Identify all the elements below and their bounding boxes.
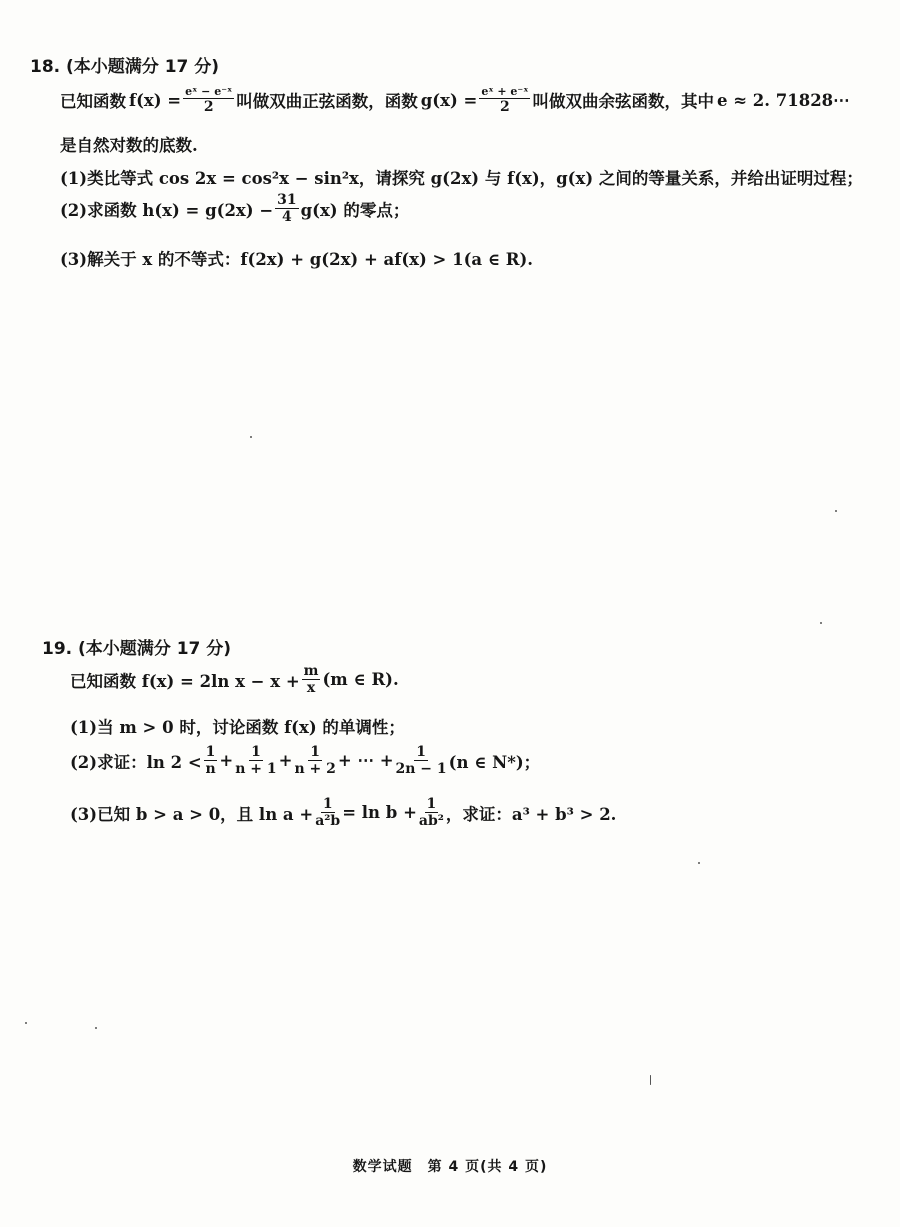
q18-part2-numerator: 31 bbox=[277, 192, 297, 208]
scan-speck bbox=[835, 510, 837, 512]
page-footer: 数学试题 第 4 页(共 4 页) bbox=[352, 1159, 548, 1175]
q18-g-fraction bbox=[479, 86, 530, 114]
scan-speck bbox=[820, 622, 822, 624]
q19-part3-a: (3)已知 b > a > 0，且 ln a + bbox=[70, 804, 314, 824]
scan-speck bbox=[698, 862, 700, 864]
q18-g-denominator: 2 bbox=[500, 99, 510, 115]
q19-part1: (1)当 m > 0 时，讨论函数 f(x) 的单调性； bbox=[70, 718, 405, 737]
q19-a-denominator: a²b bbox=[315, 813, 341, 829]
q18-part2-b: g(x) 的零点； bbox=[300, 200, 410, 220]
q19-b-denominator: ab² bbox=[418, 813, 444, 829]
q19-part2-b: (n ∈ N*)； bbox=[448, 752, 541, 772]
q18-part1: (1)类比等式 cos 2x = cos²x − sin²x，请探究 g(2x) 与 f(x)，g(x) 之间的等量关系，并给出证明过程； bbox=[60, 169, 863, 188]
q18-part2-line bbox=[60, 193, 409, 224]
q19-a-numerator: 1 bbox=[322, 796, 333, 812]
q19-term4-numerator: 1 bbox=[416, 744, 426, 760]
scan-speck bbox=[250, 436, 252, 438]
q19-header: 19. (本小题满分 17 分) bbox=[42, 639, 232, 659]
q18-part3: (3)解关于 x 的不等式：f(2x) + g(2x) + af(x) > 1(a ∈ R). bbox=[60, 250, 534, 269]
q19-m-fraction bbox=[302, 664, 321, 695]
q19-intro-line bbox=[70, 664, 399, 695]
q19-term1-denominator: n bbox=[205, 761, 216, 777]
q18-intro-d: 是自然对数的底数. bbox=[60, 136, 198, 155]
q19-intro-a: 已知函数 f(x) = 2ln x − x + bbox=[70, 671, 300, 691]
q19-m-numerator: m bbox=[303, 663, 319, 679]
q18-part2-a: (2)求函数 h(x) = g(2x) − bbox=[60, 200, 274, 220]
q19-term3-denominator: n + 2 bbox=[294, 761, 336, 777]
q19-term1-fraction bbox=[204, 745, 218, 776]
q19-b-numerator: 1 bbox=[426, 796, 437, 812]
scan-speck bbox=[650, 1075, 651, 1085]
q19-plus-2: + bbox=[278, 751, 293, 770]
q19-term3-fraction bbox=[294, 745, 335, 776]
q18-intro-b: 叫做双曲正弦函数，函数 bbox=[236, 92, 418, 111]
q18-f-fraction bbox=[183, 86, 234, 114]
q18-intro-line bbox=[60, 86, 850, 114]
scan-speck bbox=[95, 1027, 97, 1029]
q18-g-numerator: eˣ + e⁻ˣ bbox=[481, 85, 529, 98]
scan-speck bbox=[25, 1022, 27, 1024]
q19-dots: + ⋯ + bbox=[337, 751, 394, 770]
q18-f-denominator: 2 bbox=[203, 99, 214, 115]
q19-part2-line bbox=[70, 745, 540, 776]
q19-part3-mid: = ln b + bbox=[342, 803, 417, 822]
q18-intro-a: 已知函数 bbox=[60, 92, 126, 111]
q19-term4-fraction bbox=[396, 745, 447, 776]
q19-term2-fraction bbox=[235, 745, 276, 776]
q19-part2-a: (2)求证：ln 2 < bbox=[70, 752, 202, 772]
q19-term4-denominator: 2n − 1 bbox=[395, 761, 447, 777]
q19-intro-b: (m ∈ R). bbox=[322, 670, 399, 689]
q19-part3-line bbox=[70, 797, 616, 828]
q18-intro-c: 叫做双曲余弦函数，其中 bbox=[532, 92, 714, 111]
q18-f-lhs: f(x) = bbox=[129, 90, 182, 110]
q18-f-numerator: eˣ − e⁻ˣ bbox=[185, 85, 233, 98]
q18-part2-fraction bbox=[275, 193, 298, 224]
q18-header: 18. (本小题满分 17 分) bbox=[30, 57, 220, 77]
q19-plus-1: + bbox=[219, 751, 234, 770]
q18-g-lhs: g(x) = bbox=[420, 90, 478, 110]
q19-term1-numerator: 1 bbox=[205, 744, 216, 760]
q19-term2-denominator: n + 1 bbox=[235, 761, 277, 777]
q19-a-fraction bbox=[315, 797, 340, 828]
q19-m-denominator: x bbox=[306, 680, 316, 696]
q18-e-approx: e ≈ 2. 71828⋯ bbox=[716, 90, 850, 110]
q19-b-fraction bbox=[419, 797, 444, 828]
q19-term3-numerator: 1 bbox=[310, 744, 321, 760]
q19-part3-b: ，求证：a³ + b³ > 2. bbox=[445, 804, 617, 824]
q18-part2-denominator: 4 bbox=[282, 209, 292, 225]
q19-term2-numerator: 1 bbox=[251, 744, 261, 760]
